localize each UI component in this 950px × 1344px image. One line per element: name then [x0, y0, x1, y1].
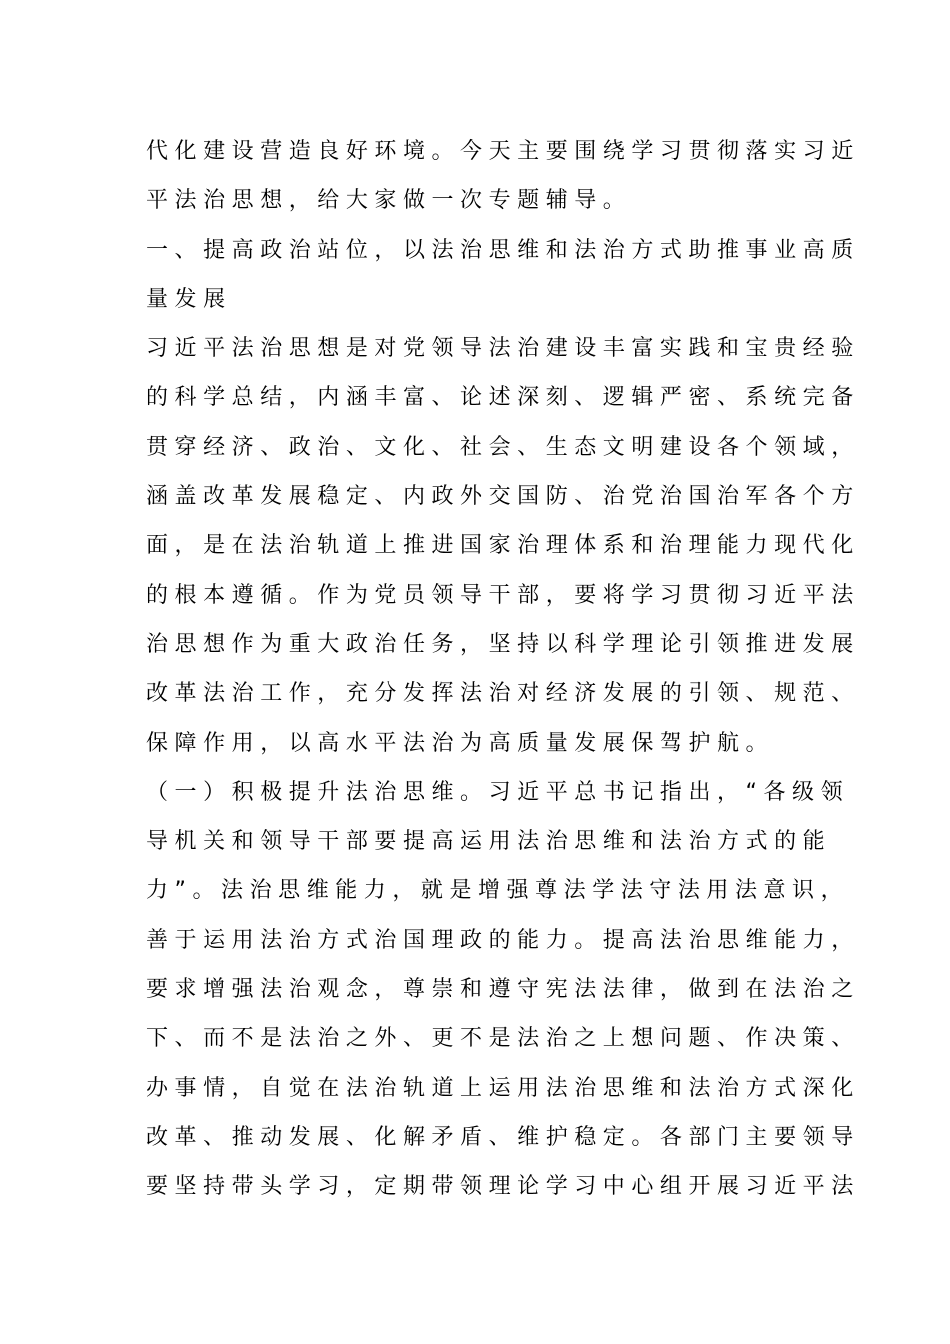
- text-line-11: 治思想作为重大政治任务，坚持以科学理论引领推进发展: [146, 631, 860, 657]
- text-line-20: 办事情，自觉在法治轨道上运用法治思维和法治方式深化: [146, 1075, 860, 1101]
- text-line-8: 涵盖改革发展稳定、内政外交国防、治党治国治军各个方: [146, 484, 860, 510]
- section-heading-1-cont: 量发展: [146, 286, 232, 312]
- text-line-22: 要坚持带头学习，定期带领理论学习中心组开展习近平法: [146, 1174, 860, 1200]
- text-line-6: 的科学总结，内涵丰富、论述深刻、逻辑严密、系统完备: [146, 385, 860, 411]
- text-line-12: 改革法治工作，充分发挥法治对经济发展的引领、规范、: [146, 681, 860, 707]
- document-body: [146, 127, 860, 1212]
- text-line-2: 平法治思想，给大家做一次专题辅导。: [146, 188, 632, 214]
- section-heading-1: 一、提高政治站位，以法治思维和法治方式助推事业高质: [146, 237, 860, 263]
- text-line-18: 要求增强法治观念，尊崇和遵守宪法法律，做到在法治之: [146, 977, 860, 1003]
- text-line-16: 力”。法治思维能力，就是增强尊法学法守法用法意识，: [146, 878, 850, 904]
- text-line-19: 下、而不是法治之外、更不是法治之上想问题、作决策、: [146, 1026, 860, 1052]
- text-line-5: 习近平法治思想是对党领导法治建设丰富实践和宝贵经验: [146, 336, 860, 362]
- subsection-heading-1: （一）积极提升法治思维。习近平总书记指出，“各级领: [146, 779, 850, 805]
- text-line-9: 面，是在法治轨道上推进国家治理体系和治理能力现代化: [146, 533, 860, 559]
- text-line-15: 导机关和领导干部要提高运用法治思维和法治方式的能: [146, 829, 832, 855]
- text-line-7: 贯穿经济、政治、文化、社会、生态文明建设各个领域，: [146, 434, 860, 460]
- text-line-17: 善于运用法治方式治国理政的能力。提高法治思维能力，: [146, 927, 860, 953]
- text-line-21: 改革、推动发展、化解矛盾、维护稳定。各部门主要领导: [146, 1124, 860, 1150]
- text-line-13: 保障作用，以高水平法治为高质量发展保驾护航。: [146, 730, 775, 756]
- text-line-1: 代化建设营造良好环境。今天主要围绕学习贯彻落实习近: [146, 139, 860, 164]
- text-line-10: 的根本遵循。作为党员领导干部，要将学习贯彻习近平法: [146, 582, 860, 608]
